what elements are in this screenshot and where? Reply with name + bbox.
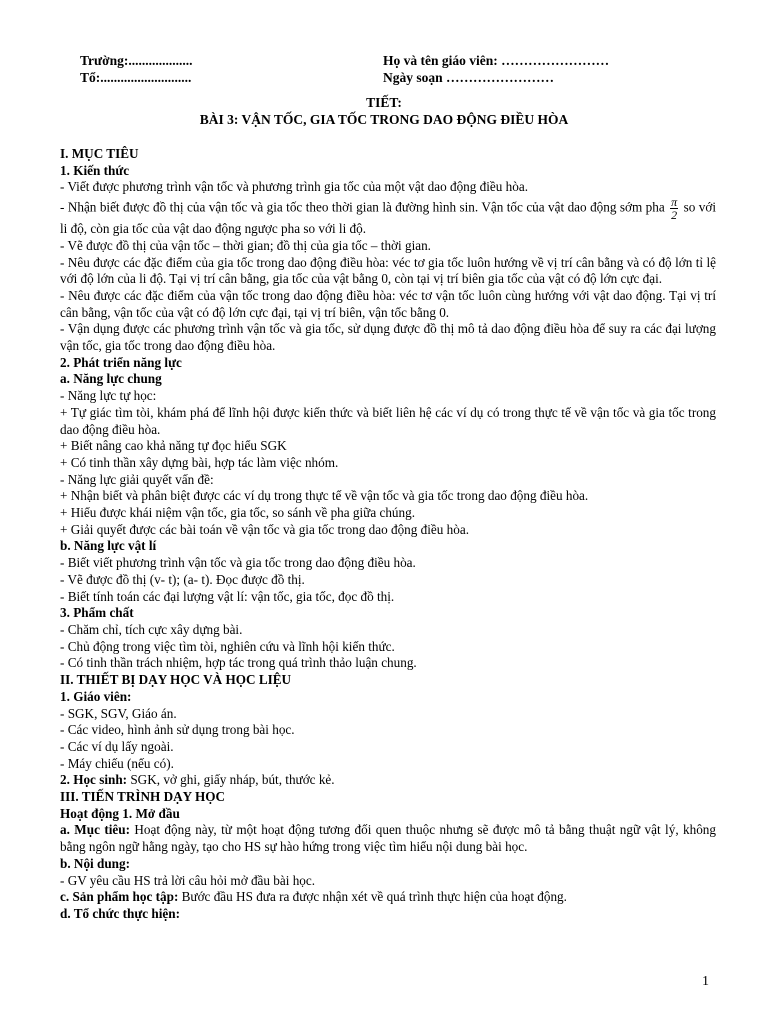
paragraph: - SGK, SGV, Giáo án.	[60, 705, 177, 721]
subsection-heading: b. Năng lực vật lí	[60, 538, 157, 554]
paragraph: - Vận dụng được các phương trình vận tốc và gia tốc, sử dụng được đồ thị mô tả dao động điều hòa để suy ra các đại lượng vận tốc, gia tốc trong dao động điều hòa.	[60, 321, 716, 354]
paragraph: - Có tinh thần trách nhiệm, hợp tác trong quá trình thảo luận chung.	[60, 655, 417, 671]
paragraph: + Biết nâng cao khả năng tự đọc hiểu SGK	[60, 438, 287, 454]
text: so với li độ, còn gia tốc của vật dao động ngược pha so với li độ.	[60, 199, 716, 237]
label: c. Sản phẩm học tập:	[60, 889, 179, 905]
paragraph: - Chăm chỉ, tích cực xây dựng bài.	[60, 621, 243, 637]
text: Bước đầu HS đưa ra được nhận xét về quá trình thực hiện của hoạt động.	[178, 889, 567, 905]
paragraph: - Biết viết phương trình vận tốc và gia tốc trong dao động điều hòa.	[60, 555, 416, 571]
subsection-heading: 3. Phẩm chất	[60, 605, 134, 621]
lesson-period: TIẾT:	[366, 95, 402, 110]
text: Hoạt động này, từ một hoạt động tương đối quen thuộc nhưng sẽ được mô tả bằng thuật ngữ vật lý, không bằng ngôn ngữ hằng ngày, tạo cho HS sự hào hứng trong việc tìm hiểu nội dung bài học.	[60, 822, 716, 855]
pi-over-2-fraction	[670, 196, 678, 221]
paragraph: - Nêu được các đặc điểm của vận tốc trong dao động điều hòa: véc tơ vận tốc luôn cùng hướng với vật dao động. Tại vị trí cân bằng, vận tốc của vật có độ lớn cực đại, tại vị trí biên, vận tốc bằng 0.	[60, 287, 716, 320]
lesson-title: BÀI 3: VẬN TỐC, GIA TỐC TRONG DAO ĐỘNG ĐIỀU HÒA	[199, 112, 569, 127]
paragraph	[60, 772, 716, 789]
text: SGK, vở ghi, giấy nháp, bút, thước kẻ.	[127, 772, 335, 788]
paragraph: - Năng lực tự học:	[60, 388, 157, 404]
label: a. Mục tiêu:	[60, 822, 130, 838]
paragraph: - Biết tính toán các đại lượng vật lí: vận tốc, gia tốc, đọc đồ thị.	[60, 588, 395, 604]
text: - Nhận biết được đồ thị của vận tốc và gia tốc theo thời gian là đường hình sin. Vận tốc của vật dao động sớm pha	[60, 199, 665, 215]
activity-heading: Hoạt động 1. Mở đầu	[60, 805, 180, 821]
paragraph: + Giải quyết được các bài toán về vận tốc và gia tốc trong dao động điều hòa.	[60, 521, 469, 537]
label: 2. Học sinh:	[60, 772, 128, 788]
paragraph: - Máy chiếu (nếu có).	[60, 755, 174, 771]
fraction-denominator: 2	[671, 208, 678, 223]
paragraph: - GV yêu cầu HS trả lời câu hỏi mở đầu bài học.	[60, 872, 316, 888]
date-field: Ngày soạn ……………………	[383, 70, 555, 85]
subsection-heading: 2. Phát triển năng lực	[60, 354, 182, 370]
section-heading: III. TIẾN TRÌNH DẠY HỌC	[60, 789, 226, 805]
paragraph-with-formula	[60, 196, 716, 238]
paragraph: - Vẽ được đồ thị (v- t); (a- t). Đọc được đồ thị.	[60, 571, 305, 587]
subsection-heading: 1. Kiến thức	[60, 162, 130, 178]
fraction-numerator: π	[671, 195, 678, 210]
section-heading: II. THIẾT BỊ DẠY HỌC VÀ HỌC LIỆU	[60, 672, 292, 688]
paragraph	[60, 822, 716, 855]
school-field: Trường:...................	[80, 53, 193, 68]
paragraph: + Tự giác tìm tòi, khám phá để lĩnh hội được kiến thức và biết liên hệ các ví dụ có trong thực tế về vận tốc và gia tốc trong dao động điều hòa.	[60, 404, 716, 437]
label: d. Tổ chức thực hiện:	[60, 905, 180, 921]
group-field: Tổ:...........................	[80, 70, 192, 85]
section-heading: I. MỤC TIÊU	[60, 146, 139, 161]
document-body	[60, 146, 716, 923]
subsection-heading: a. Năng lực chung	[60, 371, 162, 387]
paragraph: + Có tinh thần xây dựng bài, hợp tác làm việc nhóm.	[60, 454, 339, 470]
paragraph: - Nêu được các đặc điểm của gia tốc trong dao động điều hòa: véc tơ gia tốc luôn hướng về vị trí cân bằng và có độ lớn tỉ lệ với độ lớn của li độ. Tại vị trí cân bằng, gia tốc của vật bằng 0, còn tại vị trí biên gia tốc của vật có độ lớn cực đại.	[60, 254, 716, 287]
page-number: 1	[702, 974, 709, 989]
paragraph: - Chủ động trong việc tìm tòi, nghiên cứu và lĩnh hội kiến thức.	[60, 638, 395, 654]
paragraph: + Hiểu được khái niệm vận tốc, gia tốc, so sánh về pha giữa chúng.	[60, 505, 416, 521]
paragraph: - Viết được phương trình vận tốc và phương trình gia tốc của một vật dao động điều hòa.	[60, 179, 528, 195]
paragraph: + Nhận biết và phân biệt được các ví dụ trong thực tế về vận tốc và gia tốc trong dao động điều hòa.	[60, 488, 589, 504]
paragraph: - Năng lực giải quyết vấn đề:	[60, 471, 214, 487]
paragraph: - Các ví dụ lấy ngoài.	[60, 738, 174, 754]
paragraph: - Vẽ được đồ thị của vận tốc – thời gian; đồ thị của gia tốc – thời gian.	[60, 237, 431, 253]
paragraph	[60, 889, 716, 906]
teacher-field: Họ và tên giáo viên: ……………………	[383, 53, 610, 68]
label: b. Nội dung:	[60, 855, 130, 871]
paragraph: - Các video, hình ảnh sử dụng trong bài học.	[60, 722, 295, 738]
subsection-heading: 1. Giáo viên:	[60, 688, 132, 704]
